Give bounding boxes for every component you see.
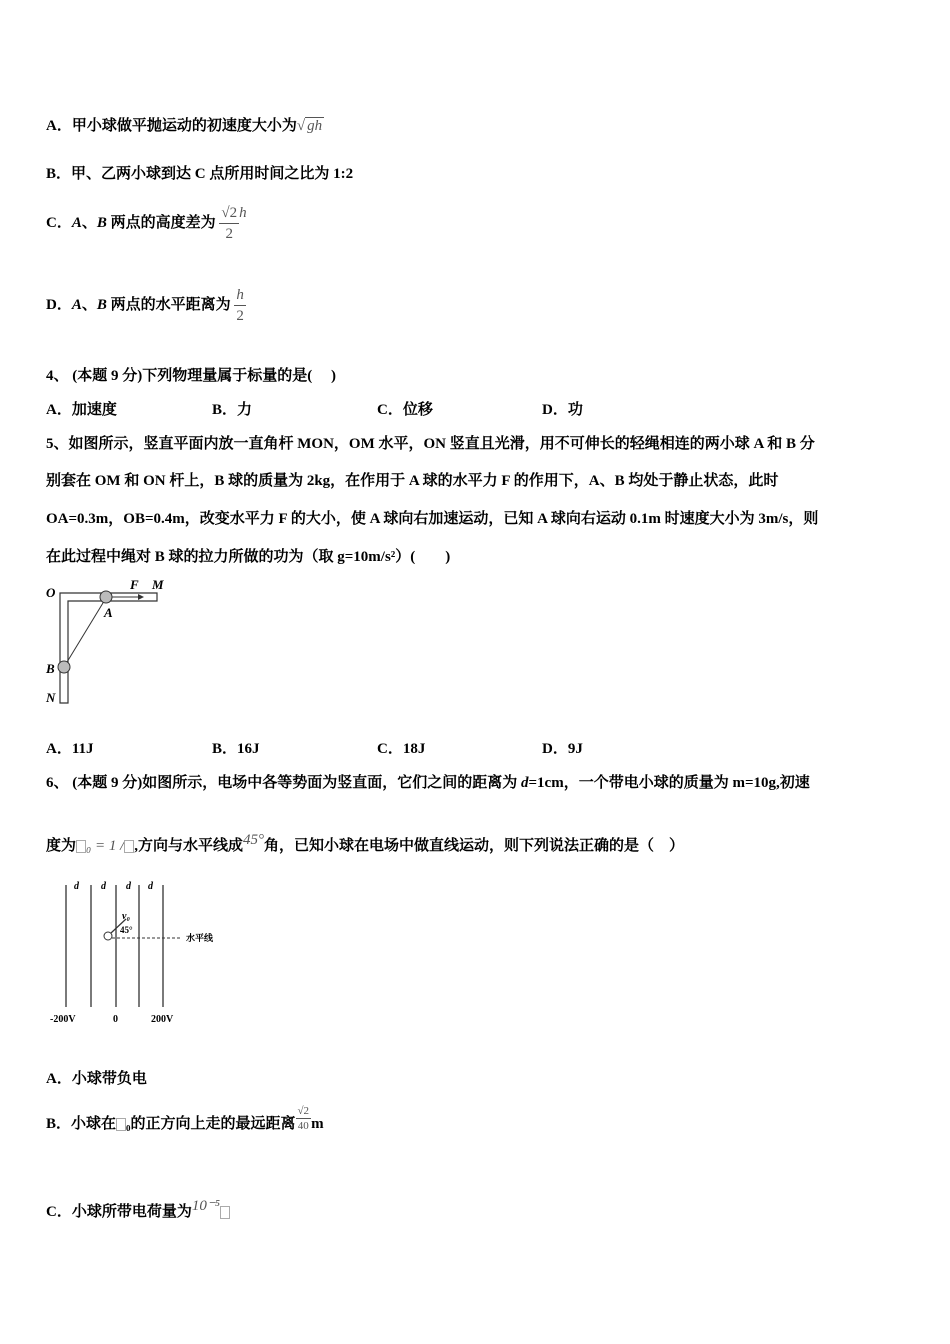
fraction-sqrt2-over-40: $\frac{√2}{40}$ xyxy=(297,1105,310,1132)
q5-option-d: D．9J xyxy=(542,741,583,757)
missing-glyph-icon xyxy=(124,840,134,853)
label-d: d xyxy=(74,881,79,892)
label-v0: v₀ xyxy=(122,911,130,922)
label-n: N xyxy=(46,690,56,705)
q3-option-a: A．甲小球做平抛运动的初速度大小为√ gh xyxy=(46,118,323,134)
label-200v: 200V xyxy=(151,1014,174,1025)
label-minus200v: -200V xyxy=(50,1014,76,1025)
q5-stem-line-2: 别套在 OM 和 ON 杆上，B 球的质量为 2kg，在作用于 A 球的水平力 F 的作用下，A、B 均处于静止状态，此时 xyxy=(46,473,779,489)
label-zero: 0 xyxy=(113,1014,118,1025)
q5-stem-line-1: 5、如图所示，竖直平面内放一直角杆 MON，OM 水平，ON 竖直且光滑，用不可伸长的轻绳相连的两小球 A 和 B 分 xyxy=(46,436,815,452)
q5-stem-line-3: OA=0.3m，OB=0.4m，改变水平力 F 的大小，使 A 球向右加速运动，已知 A 球向右运动 0.1m 时速度大小为 3m/s，则 xyxy=(46,511,819,527)
label-d: d xyxy=(101,881,106,892)
missing-glyph-icon xyxy=(116,1118,126,1131)
label-f: F xyxy=(130,577,139,592)
q6-figure-field xyxy=(40,875,240,1030)
q6-stem-line-1: 6、 (本题 9 分)如图所示，电场中各等势面为竖直面，它们之间的距离为 d=1cm，一个带电小球的质量为 m=10g,初速 xyxy=(46,775,810,791)
q3-option-c: C．A、B 两点的高度差为 $\frac{√2}{2}$ h xyxy=(46,204,247,242)
missing-glyph-icon xyxy=(220,1206,230,1219)
q4-stem: 4、 (本题 9 分)下列物理量属于标量的是( ) xyxy=(46,368,336,384)
q6-option-c: C．小球所带电荷量为10⁻⁵ xyxy=(46,1200,230,1221)
arrow-head-icon xyxy=(138,594,144,600)
missing-glyph-icon xyxy=(76,840,86,853)
q6-option-a: A．小球带负电 xyxy=(46,1071,147,1087)
label-a: A xyxy=(104,605,113,620)
label-d: d xyxy=(126,881,131,892)
q5-option-b: B．16J xyxy=(212,741,260,757)
fraction-h-over-2: $\frac{h}{2}$ xyxy=(236,287,244,324)
rope xyxy=(64,598,106,667)
q5-option-a: A．11J xyxy=(46,741,94,757)
label-angle: 45° xyxy=(120,925,133,935)
q4-option-c: C．位移 xyxy=(377,402,433,418)
q4-option-b: B．力 xyxy=(212,402,253,418)
sqrt-gh: √ gh xyxy=(296,118,323,134)
fraction-sqrt2-over-2: $\frac{√2}{2}$ xyxy=(221,205,238,242)
q5-option-c: C．18J xyxy=(377,741,426,757)
q6-stem-line-2: 度为 ₀ = 1 / ,方向与水平线成45°角，已知小球在电场中做直线运动，则下列说法正确的是（ ） xyxy=(46,832,685,854)
q5-figure-rod xyxy=(40,575,180,710)
q5-stem-line-4: 在此过程中绳对 B 球的拉力所做的功为（取 g=10m/s²）( ) xyxy=(46,549,451,565)
label-horizontal: 水平线 xyxy=(186,933,214,943)
q4-option-d: D．功 xyxy=(542,402,583,418)
charged-ball xyxy=(104,932,112,940)
ball-b xyxy=(58,661,70,673)
q4-option-a: A．加速度 xyxy=(46,402,117,418)
label-b: B xyxy=(46,661,55,676)
q3-option-d: D．A、B 两点的水平距离为 $\frac{h}{2}$ xyxy=(46,287,244,324)
q6-option-b: B．小球在 ₀的正方向上走的最远距离 $\frac{√2}{40}$ m xyxy=(46,1105,324,1132)
label-m: M xyxy=(152,577,164,592)
ball-a xyxy=(100,591,112,603)
q3-option-b: B．甲、乙两小球到达 C 点所用时间之比为 1:2 xyxy=(46,166,354,182)
label-d: d xyxy=(148,881,153,892)
label-o: O xyxy=(46,585,56,600)
